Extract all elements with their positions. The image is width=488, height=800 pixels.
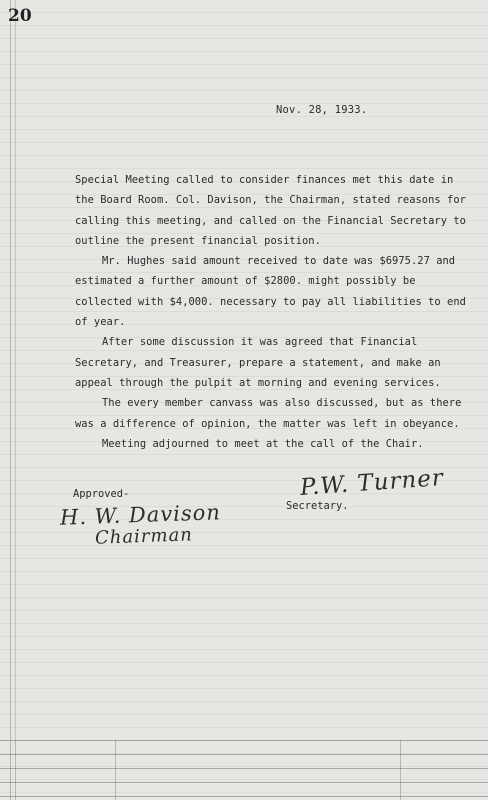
footer-rule xyxy=(0,796,488,797)
chairman-signature: H. W. Davison xyxy=(59,500,222,530)
ledger-footer-rules xyxy=(0,740,488,800)
paragraph-adjourned: Meeting adjourned to meet at the call of the Chair. xyxy=(102,437,424,450)
secretary-signature: P.W. Turner xyxy=(299,465,445,501)
paragraph-discussion: After some discussion it was agreed that Financial Secretary, and Treasurer, prepare a statement, and make an appeal through the pulpit at morning and evening services. xyxy=(75,336,441,389)
footer-vrule xyxy=(15,740,16,800)
footer-rule xyxy=(0,768,488,769)
footer-rule xyxy=(0,754,488,755)
footer-vrule xyxy=(400,740,401,800)
footer-rule xyxy=(0,740,488,741)
footer-rule xyxy=(0,782,488,783)
footer-vrule xyxy=(10,740,11,800)
margin-rule-inner xyxy=(15,0,16,740)
minutes-body xyxy=(75,170,470,454)
secretary-label: Secretary. xyxy=(286,500,349,512)
page-number: 20 xyxy=(8,6,32,26)
chairman-title-signature: Chairman xyxy=(94,524,194,549)
meeting-date: Nov. 28, 1933. xyxy=(276,104,368,116)
paragraph-finances: Mr. Hughes said amount received to date was $6975.27 and estimated a further amount of $2800. might possibly be collected with $4,000. necessary to pay all liabilities to end of year. xyxy=(75,255,466,329)
margin-rule xyxy=(10,0,11,740)
footer-vrule xyxy=(115,740,116,800)
paragraph-intro: Special Meeting called to consider finances met this date in the Board Room. Col. Davison, the Chairman, stated reasons for calling this meeting, and called on the Financial Secretary to outline the present financial position. xyxy=(75,174,466,247)
approved-label: Approved- xyxy=(73,488,130,500)
paragraph-canvass: The every member canvass was also discussed, but as there was a difference of opinion, the matter was left in obeyance. xyxy=(75,397,462,430)
